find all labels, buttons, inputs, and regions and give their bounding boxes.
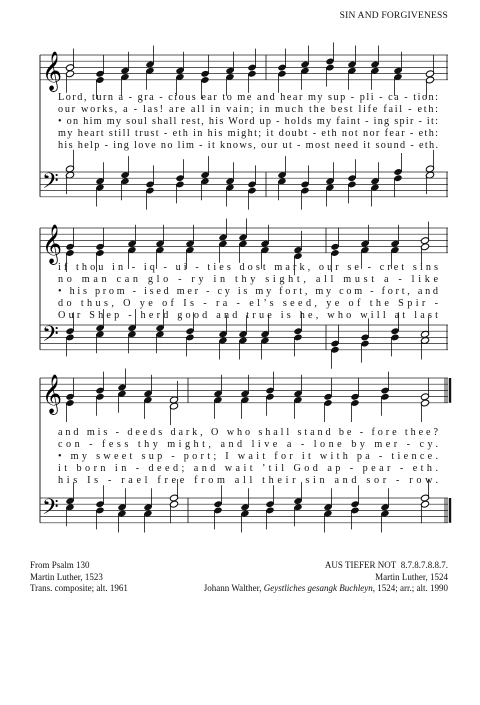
text-source: From Psalm 130 [30,560,90,570]
text-translation: Trans. composite; alt. 1961 [30,583,128,593]
lyric-verse-4: my heart still trust - eth in his might; it doubt - eth not nor fear - eth: [58,128,438,139]
lyric-verse-1: and mis - deeds dark, O who shall stand be - fore thee? [58,427,438,438]
lyric-verse-1: Lord, turn a - gra - cious ear to me and hear my sup - pli - ca - tion: [58,92,439,103]
lyric-verse-2: our works, a - las! are all in vain; in much the best life fail - eth: [58,104,439,115]
bass-staff [40,169,448,199]
tune-credits [204,560,448,595]
music-system-2 [40,219,448,369]
arranger-date: 1524; arr.; alt. 1990 [377,583,448,593]
lyric-verse-2: con - fess thy might, and live a - lone by mer - cy. [58,439,438,450]
bass-clef: 𝄢 [42,495,59,525]
lyric-verse-3: • my sweet sup - port; I wait for it with pa - tience. [58,451,438,462]
tune-composer: Martin Luther, 1524 [375,571,448,582]
arranger-name: Johann Walther, [203,583,262,593]
bass-clef: 𝄢 [42,322,59,352]
arranger-book: Geystliches gesangk Buchleyn, [263,583,375,593]
treble-clef: 𝄞 [42,224,63,264]
text-author: Martin Luther, 1523 [30,571,103,582]
lyric-verse-5: his help - ing love no lim - it knows, our ut - most need it sound - eth. [58,140,439,151]
music-system-3 [40,369,450,533]
section-header: SIN AND FORGIVENESS [339,11,448,21]
lyric-verse-4: do thus, O ye of Is - ra - el’s seed, ye of the Spir - [58,298,439,309]
treble-clef: 𝄞 [42,374,63,414]
tune-name: AUS TIEFER NOT [324,560,397,570]
lyric-verse-5: Our Shep - herd good and true is he, who will at last [58,310,438,321]
bass-clef: 𝄢 [42,169,59,199]
lyric-verse-3: • his prom - ised mer - cy is my fort, my com - fort, and [58,286,438,297]
text-credits [30,560,128,595]
lyric-verse-4: it born in - deed; and wait ’til God ap - pear - eth. [58,463,439,474]
lyric-verse-3: • on him my soul shall rest, his Word up - holds my faint - ing spir - it: [58,116,439,127]
lyric-verse-1: if thou in - iq - ui - ties dost mark, our se - cret sins [58,262,438,273]
tune-meter: 8.7.8.7.8.8.7. [400,560,448,570]
music-system-1 [40,42,448,209]
treble-clef: 𝄞 [42,51,63,91]
lyric-verse-5: his Is - rael free from all their sin and sor - row. [58,475,438,486]
lyric-verse-2: no man can glo - ry in thy sight, all must a - like [58,274,438,285]
